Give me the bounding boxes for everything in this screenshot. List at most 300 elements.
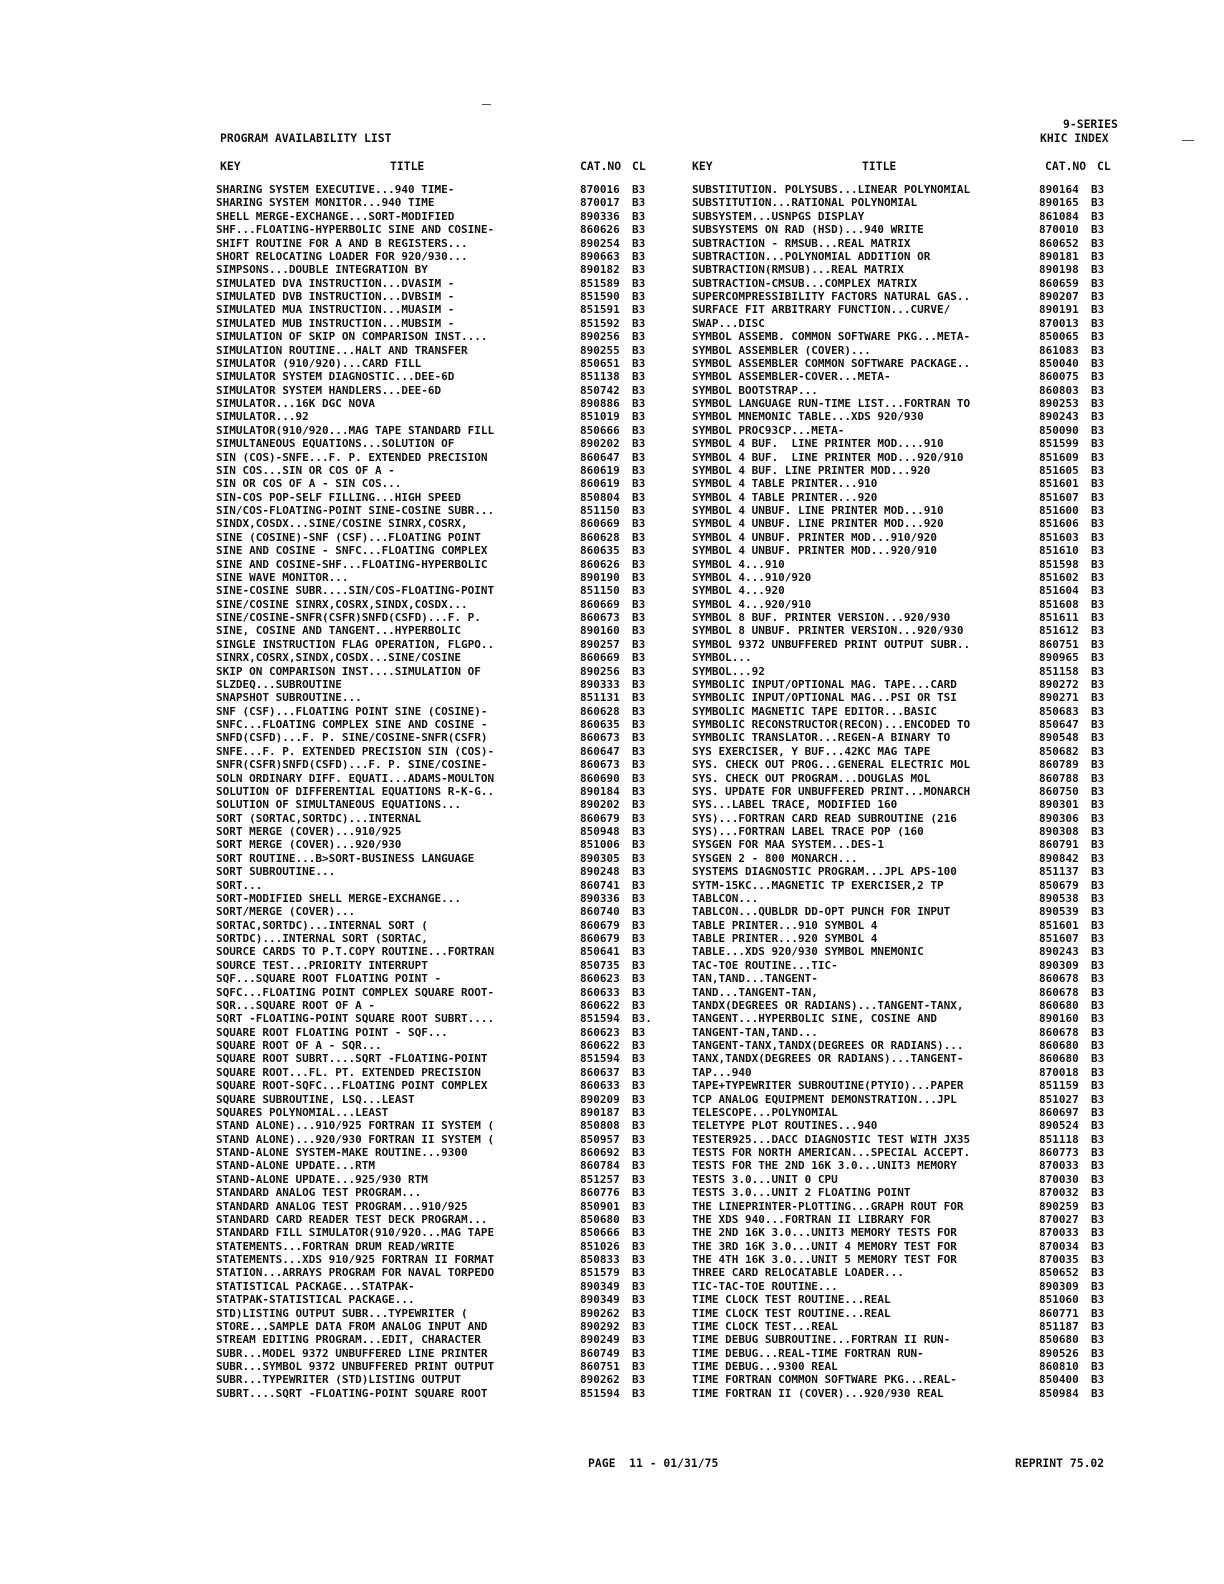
entry-title: SYSTEMS DIAGNOSTIC PROGRAM...JPL APS-100 xyxy=(692,865,957,879)
list-item xyxy=(216,1200,656,1213)
class-code: B3 xyxy=(1091,718,1105,731)
catalog-number: 851138 xyxy=(580,370,620,384)
entry-title: SQUARE ROOT OF A - SQR... xyxy=(216,1039,382,1052)
catalog-number: 851594 xyxy=(580,1012,620,1026)
class-code: B3 xyxy=(632,183,646,196)
class-code: B3 xyxy=(1091,1226,1105,1240)
catalog-number: 890191 xyxy=(1039,303,1079,317)
class-code: B3 xyxy=(1091,1279,1105,1293)
entry-title: TANGENT-TANX,TANDX(DEGREES OR RADIANS)... xyxy=(692,1039,964,1052)
catalog-number: 850679 xyxy=(1039,878,1079,892)
entry-title: TIME FORTRAN II (COVER)...920/930 REAL xyxy=(692,1386,944,1400)
list-item xyxy=(692,1333,1122,1346)
class-code: B3. xyxy=(632,1012,652,1026)
catalog-number: 890253 xyxy=(1039,397,1079,410)
list-item xyxy=(692,1213,1122,1226)
list-item xyxy=(692,1226,1122,1239)
entry-title: SYMBOL 4 UNBUF. LINE PRINTER MOD...910 xyxy=(692,504,944,517)
entry-title: SYMBOLIC RECONSTRUCTOR(RECON)...ENCODED TO xyxy=(692,718,971,731)
entry-title: SINE AND COSINE - SNFC...FLOATING COMPLEX xyxy=(216,544,488,558)
scan-mark xyxy=(482,104,491,105)
entry-title: STORE...SAMPLE DATA FROM ANALOG INPUT AND xyxy=(216,1319,488,1333)
class-code: B3 xyxy=(1091,1373,1105,1387)
list-item xyxy=(692,237,1122,250)
catalog-number: 860741 xyxy=(580,878,620,892)
entry-title: SIN-COS POP-SELF FILLING...HIGH SPEED xyxy=(216,490,462,504)
class-code: B3 xyxy=(632,450,646,464)
class-code: B3 xyxy=(632,1319,646,1333)
entry-title: SYMBOL 4...920 xyxy=(692,584,785,598)
list-item xyxy=(692,290,1122,303)
class-code: B3 xyxy=(1091,972,1105,986)
catalog-number: 851159 xyxy=(1039,1079,1079,1093)
list-item xyxy=(216,1240,656,1253)
entry-title: SQUARE ROOT FLOATING POINT - SQF... xyxy=(216,1025,448,1039)
list-item xyxy=(692,1200,1122,1213)
entry-title: SQRT -FLOATING-POINT SQUARE ROOT SUBRT.... xyxy=(216,1012,495,1026)
catalog-number: 860622 xyxy=(580,1039,620,1052)
entry-title: SUBRT....SQRT -FLOATING-POINT SQUARE ROOT xyxy=(216,1386,488,1400)
entry-title: SOLUTION OF DIFFERENTIAL EQUATIONS R-K-G.. xyxy=(216,784,495,798)
list-item xyxy=(692,544,1122,557)
list-item xyxy=(692,624,1122,637)
entry-title: SYMBOL ASSEMBLER (COVER)... xyxy=(692,343,871,357)
entry-title: SYMBOL 4 BUF. LINE PRINTER MOD...920 xyxy=(692,463,931,477)
catalog-number: 851599 xyxy=(1039,437,1079,451)
entry-title: SYMBOL ASSEMBLER COMMON SOFTWARE PACKAGE.. xyxy=(692,356,971,370)
class-code: B3 xyxy=(632,410,646,424)
list-item xyxy=(216,825,656,838)
class-code: B3 xyxy=(1091,784,1105,798)
catalog-number: 870030 xyxy=(1039,1172,1079,1186)
class-code: B3 xyxy=(632,530,646,544)
catalog-number: 890271 xyxy=(1039,691,1079,705)
class-code: B3 xyxy=(632,1146,646,1159)
catalog-number: 850683 xyxy=(1039,704,1079,718)
class-code: B3 xyxy=(632,477,646,491)
class-code: B3 xyxy=(1091,477,1105,491)
list-item xyxy=(692,584,1122,597)
catalog-number: 850957 xyxy=(580,1132,620,1146)
catalog-number: 870010 xyxy=(1039,223,1079,237)
list-item xyxy=(216,397,656,410)
catalog-number: 860690 xyxy=(580,771,620,785)
col-catno-left: CAT.NO xyxy=(580,159,622,173)
list-item xyxy=(216,384,656,397)
list-item xyxy=(216,1159,656,1172)
class-code: B3 xyxy=(632,1239,646,1253)
catalog-number: 860749 xyxy=(580,1346,620,1360)
list-item xyxy=(216,1012,656,1025)
list-item xyxy=(216,1066,656,1079)
list-item xyxy=(692,277,1122,290)
catalog-number: 851589 xyxy=(580,276,620,290)
class-code: B3 xyxy=(1091,1266,1105,1280)
entry-title: SIN COS...SIN OR COS OF A - xyxy=(216,463,395,477)
entry-title: STATISTICAL PACKAGE...STATPAK- xyxy=(216,1279,415,1293)
list-item xyxy=(216,1173,656,1186)
catalog-number: 860679 xyxy=(580,918,620,932)
entry-title: SIN/COS-FLOATING-POINT SINE-COSINE SUBR... xyxy=(216,504,495,517)
entry-title: TABLE...XDS 920/930 SYMBOL MNEMONIC xyxy=(692,945,924,959)
entry-title: TIME FORTRAN COMMON SOFTWARE PKG...REAL- xyxy=(692,1373,957,1387)
catalog-number: 851257 xyxy=(580,1172,620,1186)
entry-title: SYS)...FORTRAN LABEL TRACE POP (160 xyxy=(692,825,924,838)
entry-title: SKIP ON COMPARISON INST....SIMULATION OF xyxy=(216,664,481,678)
catalog-number: 860626 xyxy=(580,223,620,237)
catalog-number: 860692 xyxy=(580,1146,620,1159)
entry-title: SORTDC)...INTERNAL SORT (SORTAC, xyxy=(216,932,428,945)
class-code: B3 xyxy=(1091,1132,1105,1146)
list-item xyxy=(216,1226,656,1239)
class-code: B3 xyxy=(1091,397,1105,410)
list-item xyxy=(216,424,656,437)
entry-title: STATION...ARRAYS PROGRAM FOR NAVAL TORPEDO xyxy=(216,1266,495,1280)
catalog-number: 850901 xyxy=(580,1199,620,1213)
entry-title: SORT SUBROUTINE... xyxy=(216,865,336,879)
entry-title: SYMBOL 4...910/920 xyxy=(692,570,812,584)
class-code: B3 xyxy=(632,624,646,638)
class-code: B3 xyxy=(1091,570,1105,584)
catalog-number: 850400 xyxy=(1039,1373,1079,1387)
catalog-number: 860750 xyxy=(1039,784,1079,798)
class-code: B3 xyxy=(632,557,646,571)
col-title-left: TITLE xyxy=(390,159,425,173)
list-item xyxy=(216,1253,656,1266)
class-code: B3 xyxy=(1091,276,1105,290)
entry-title: TESTS 3.0...UNIT 0 CPU xyxy=(692,1172,838,1186)
catalog-number: 860680 xyxy=(1039,1039,1079,1052)
class-code: B3 xyxy=(1091,1386,1105,1400)
catalog-number: 860635 xyxy=(580,718,620,731)
entry-title: THREE CARD RELOCATABLE LOADER... xyxy=(692,1266,904,1280)
class-code: B3 xyxy=(1091,410,1105,424)
catalog-number: 860680 xyxy=(1039,1052,1079,1066)
list-item xyxy=(692,638,1122,651)
list-item xyxy=(216,892,656,905)
catalog-number: 890164 xyxy=(1039,183,1079,196)
list-item xyxy=(692,491,1122,504)
catalog-number: 860659 xyxy=(1039,276,1079,290)
list-item xyxy=(692,905,1122,918)
catalog-number: 860623 xyxy=(580,972,620,986)
class-code: B3 xyxy=(632,490,646,504)
class-code: B3 xyxy=(1091,316,1105,330)
list-item xyxy=(692,210,1122,223)
class-code: B3 xyxy=(1091,557,1105,571)
catalog-number: 860771 xyxy=(1039,1306,1079,1320)
entry-title: TAN,TAND...TANGENT- xyxy=(692,972,818,986)
catalog-number: 890272 xyxy=(1039,677,1079,691)
list-item xyxy=(692,1307,1122,1320)
class-code: B3 xyxy=(632,597,646,611)
catalog-number: 851598 xyxy=(1039,557,1079,571)
entry-title: SUPERCOMPRESSIBILITY FACTORS NATURAL GAS.. xyxy=(692,290,971,303)
entry-title: SYMBOL 4 UNBUF. LINE PRINTER MOD...920 xyxy=(692,517,944,531)
catalog-number: 860740 xyxy=(580,905,620,919)
catalog-number: 851594 xyxy=(580,1052,620,1066)
col-title-right: TITLE xyxy=(862,159,897,173)
catalog-number: 890336 xyxy=(580,209,620,223)
class-code: B3 xyxy=(632,1119,646,1133)
list-item xyxy=(692,825,1122,838)
catalog-number: 890202 xyxy=(580,798,620,812)
entry-title: SINGLE INSTRUCTION FLAG OPERATION, FLGPO.. xyxy=(216,637,495,651)
entry-title: SYMBOL 4 BUF. LINE PRINTER MOD....910 xyxy=(692,437,944,451)
catalog-number: 890526 xyxy=(1039,1346,1079,1360)
catalog-number: 860803 xyxy=(1039,383,1079,397)
entry-title: SYMBOLIC INPUT/OPTIONAL MAG...PSI OR TSI xyxy=(692,691,957,705)
class-code: B3 xyxy=(632,918,646,932)
class-code: B3 xyxy=(632,316,646,330)
catalog-number: 870017 xyxy=(580,196,620,210)
class-code: B3 xyxy=(1091,330,1105,344)
class-code: B3 xyxy=(632,998,646,1012)
class-code: B3 xyxy=(1091,544,1105,558)
entry-title: SOURCE TEST...PRIORITY INTERRUPT xyxy=(216,958,428,972)
class-code: B3 xyxy=(1091,450,1105,464)
catalog-number: 890538 xyxy=(1039,891,1079,905)
entry-title: SIMULATOR (910/920)...CARD FILL xyxy=(216,356,422,370)
entry-title: SORT MERGE (COVER)...910/925 xyxy=(216,825,402,838)
list-item xyxy=(692,1119,1122,1132)
catalog-number: 890184 xyxy=(580,784,620,798)
list-item xyxy=(692,718,1122,731)
entry-title: TIME DEBUG SUBROUTINE...FORTRAN II RUN- xyxy=(692,1333,951,1347)
class-code: B3 xyxy=(632,570,646,584)
class-code: B3 xyxy=(632,1279,646,1293)
catalog-number: 890249 xyxy=(580,1333,620,1347)
entry-title: SUBTRACTION(RMSUB)...REAL MATRIX xyxy=(692,263,904,277)
list-item xyxy=(216,1119,656,1132)
list-item xyxy=(216,558,656,571)
class-code: B3 xyxy=(632,249,646,263)
class-code: B3 xyxy=(632,290,646,303)
class-code: B3 xyxy=(1091,958,1105,972)
list-item xyxy=(692,571,1122,584)
class-code: B3 xyxy=(632,731,646,745)
entry-title: SINE/COSINE-SNFR(CSFR)SNFD(CSFD)...F. P. xyxy=(216,611,481,624)
list-item xyxy=(216,1186,656,1199)
list-item xyxy=(216,919,656,932)
catalog-number: 890256 xyxy=(580,330,620,344)
list-item xyxy=(216,250,656,263)
entry-title: SYS EXERCISER, Y BUF...42KC MAG TAPE xyxy=(692,744,931,758)
catalog-number: 851592 xyxy=(580,316,620,330)
catalog-number: 860784 xyxy=(580,1159,620,1173)
catalog-number: 851605 xyxy=(1039,463,1079,477)
catalog-number: 860647 xyxy=(580,450,620,464)
left-entry-list xyxy=(216,183,656,1400)
class-code: B3 xyxy=(1091,1025,1105,1039)
class-code: B3 xyxy=(1091,1199,1105,1213)
list-item xyxy=(692,1026,1122,1039)
list-item xyxy=(692,344,1122,357)
list-item xyxy=(216,223,656,236)
entry-title: THE 3RD 16K 3.0...UNIT 4 MEMORY TEST FOR xyxy=(692,1239,957,1253)
class-code: B3 xyxy=(1091,998,1105,1012)
entry-title: TABLE PRINTER...910 SYMBOL 4 xyxy=(692,918,878,932)
catalog-number: 890198 xyxy=(1039,263,1079,277)
class-code: B3 xyxy=(632,1266,646,1280)
list-item xyxy=(692,330,1122,343)
class-code: B3 xyxy=(1091,1039,1105,1052)
class-code: B3 xyxy=(1091,771,1105,785)
list-item xyxy=(692,879,1122,892)
entry-title: SUBR...TYPEWRITER (STD)LISTING OUTPUT xyxy=(216,1373,462,1387)
class-code: B3 xyxy=(1091,811,1105,825)
entry-title: TIME CLOCK TEST ROUTINE...REAL xyxy=(692,1306,891,1320)
list-item xyxy=(216,344,656,357)
list-item xyxy=(216,745,656,758)
list-item xyxy=(692,317,1122,330)
entry-title: SHELL MERGE-EXCHANGE...SORT-MODIFIED xyxy=(216,209,455,223)
class-code: B3 xyxy=(1091,343,1105,357)
list-item xyxy=(692,250,1122,263)
catalog-number: 890182 xyxy=(580,263,620,277)
catalog-number: 860669 xyxy=(580,651,620,665)
list-item xyxy=(216,879,656,892)
class-code: B3 xyxy=(632,972,646,986)
class-code: B3 xyxy=(1091,1333,1105,1347)
class-code: B3 xyxy=(1091,1253,1105,1266)
entry-title: SYMBOLIC INPUT/OPTIONAL MAG. TAPE...CARD xyxy=(692,677,957,691)
catalog-number: 860075 xyxy=(1039,370,1079,384)
entry-title: SORT MERGE (COVER)...920/930 xyxy=(216,838,402,852)
list-item xyxy=(692,477,1122,490)
class-code: B3 xyxy=(632,397,646,410)
list-item xyxy=(216,838,656,851)
entry-title: SIN OR COS OF A - SIN COS... xyxy=(216,477,402,491)
entry-title: SNFE...F. P. EXTENDED PRECISION SIN (COS)- xyxy=(216,744,495,758)
entry-title: SLZDEQ...SUBROUTINE xyxy=(216,677,342,691)
entry-title: TIC-TAC-TOE ROUTINE... xyxy=(692,1279,838,1293)
list-item xyxy=(216,1026,656,1039)
entry-title: SIMULATED MUB INSTRUCTION...MUBSIM - xyxy=(216,316,455,330)
catalog-number: 851150 xyxy=(580,504,620,517)
entry-title: SORT-MODIFIED SHELL MERGE-EXCHANGE... xyxy=(216,891,462,905)
entry-title: SYS)...FORTRAN CARD READ SUBROUTINE (216 xyxy=(692,811,957,825)
class-code: B3 xyxy=(632,1159,646,1173)
entry-title: SYS. CHECK OUT PROG...GENERAL ELECTRIC MOL xyxy=(692,758,971,772)
class-code: B3 xyxy=(1091,838,1105,852)
list-item xyxy=(216,437,656,450)
catalog-number: 890349 xyxy=(580,1293,620,1307)
catalog-number: 890842 xyxy=(1039,851,1079,865)
catalog-number: 890336 xyxy=(580,891,620,905)
class-code: B3 xyxy=(632,209,646,223)
entry-title: TAP...940 xyxy=(692,1065,752,1079)
class-code: B3 xyxy=(632,1092,646,1106)
list-item xyxy=(692,1320,1122,1333)
list-item xyxy=(692,370,1122,383)
list-item xyxy=(692,986,1122,999)
class-code: B3 xyxy=(1091,1159,1105,1173)
catalog-number: 860669 xyxy=(580,517,620,531)
entry-title: TIME CLOCK TEST...REAL xyxy=(692,1319,838,1333)
class-code: B3 xyxy=(1091,370,1105,384)
catalog-number: 890262 xyxy=(580,1306,620,1320)
catalog-number: 850735 xyxy=(580,958,620,972)
catalog-number: 860673 xyxy=(580,731,620,745)
catalog-number: 890305 xyxy=(580,851,620,865)
catalog-number: 860810 xyxy=(1039,1360,1079,1373)
entry-title: SYMBOL 9372 UNBUFFERED PRINT OUTPUT SUBR.. xyxy=(692,637,971,651)
catalog-number: 851601 xyxy=(1039,918,1079,932)
class-code: B3 xyxy=(632,865,646,879)
class-code: B3 xyxy=(632,1132,646,1146)
catalog-number: 890301 xyxy=(1039,798,1079,812)
catalog-number: 850984 xyxy=(1039,1386,1079,1400)
class-code: B3 xyxy=(1091,611,1105,624)
entry-title: SINE (COSINE)-SNF (CSF)...FLOATING POINT xyxy=(216,530,481,544)
entry-title: TAND...TANGENT-TAN, xyxy=(692,985,818,999)
entry-title: SYS. UPDATE FOR UNBUFFERED PRINT...MONARCH xyxy=(692,784,971,798)
catalog-number: 851027 xyxy=(1039,1092,1079,1106)
entry-title: SYMBOL MNEMONIC TABLE...XDS 920/930 xyxy=(692,410,924,424)
entry-title: SINRX,COSRX,SINDX,COSDX...SINE/COSINE xyxy=(216,651,462,665)
catalog-number: 870032 xyxy=(1039,1186,1079,1200)
list-item xyxy=(216,798,656,811)
list-item xyxy=(692,678,1122,691)
list-item xyxy=(216,1213,656,1226)
right-entry-list xyxy=(692,183,1122,1400)
catalog-number: 851609 xyxy=(1039,450,1079,464)
entry-title: SINE, COSINE AND TANGENT...HYPERBOLIC xyxy=(216,624,462,638)
class-code: B3 xyxy=(632,263,646,277)
list-item xyxy=(216,1039,656,1052)
entry-title: STANDARD ANALOG TEST PROGRAM...910/925 xyxy=(216,1199,468,1213)
entry-title: STAND-ALONE UPDATE...RTM xyxy=(216,1159,375,1173)
entry-title: TABLCON...QUBLDR DD-OPT PUNCH FOR INPUT xyxy=(692,905,951,919)
entry-title: SIMULATION OF SKIP ON COMPARISON INST.... xyxy=(216,330,488,344)
list-item xyxy=(692,1079,1122,1092)
catalog-number: 860791 xyxy=(1039,838,1079,852)
entry-title: SYMBOL 4 BUF. LINE PRINTER MOD...920/910 xyxy=(692,450,964,464)
catalog-number: 890209 xyxy=(580,1092,620,1106)
list-item xyxy=(692,558,1122,571)
class-code: B3 xyxy=(632,891,646,905)
catalog-number: 851604 xyxy=(1039,584,1079,598)
catalog-number: 851150 xyxy=(580,584,620,598)
catalog-number: 890248 xyxy=(580,865,620,879)
entry-title: TABLE PRINTER...920 SYMBOL 4 xyxy=(692,932,878,945)
entry-title: SYMBOL BOOTSTRAP... xyxy=(692,383,818,397)
entry-title: SYS. CHECK OUT PROGRAM...DOUGLAS MOL xyxy=(692,771,931,785)
entry-title: SYMBOL PROC93CP...META- xyxy=(692,423,845,437)
entry-title: SYMBOL 4...910 xyxy=(692,557,785,571)
class-code: B3 xyxy=(632,544,646,558)
list-item xyxy=(692,517,1122,530)
list-item xyxy=(692,424,1122,437)
class-code: B3 xyxy=(632,798,646,812)
list-item xyxy=(216,812,656,825)
class-code: B3 xyxy=(632,1039,646,1052)
catalog-number: 851607 xyxy=(1039,490,1079,504)
entry-title: TANDX(DEGREES OR RADIANS)...TANGENT-TANX, xyxy=(692,998,964,1012)
class-code: B3 xyxy=(1091,691,1105,705)
list-item xyxy=(692,1106,1122,1119)
catalog-number: 851603 xyxy=(1039,530,1079,544)
class-code: B3 xyxy=(1091,798,1105,812)
list-item xyxy=(692,1266,1122,1279)
list-item xyxy=(692,772,1122,785)
entry-title: SIMULATOR...92 xyxy=(216,410,309,424)
list-item xyxy=(692,785,1122,798)
page-footer: PAGE 11 - 01/31/75 xyxy=(588,1456,719,1470)
entry-title: SQUARE SUBROUTINE, LSQ...LEAST xyxy=(216,1092,415,1106)
entry-title: SHARING SYSTEM MONITOR...940 TIME xyxy=(216,196,435,210)
